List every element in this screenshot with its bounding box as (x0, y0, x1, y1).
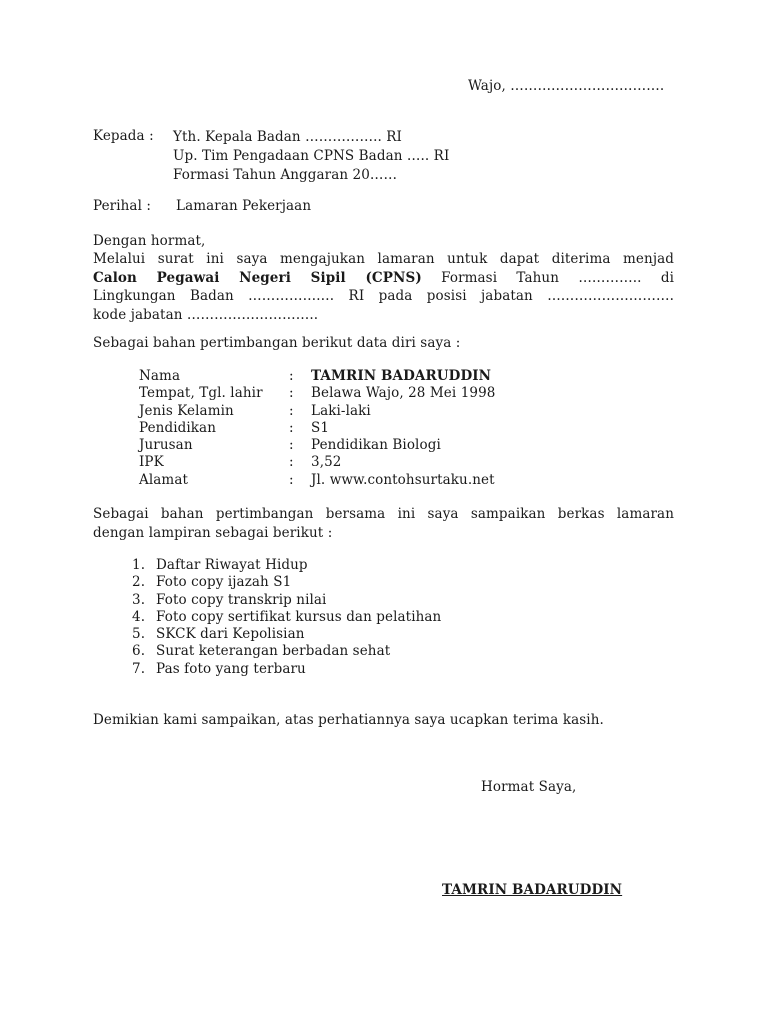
body-line-4: kode jabatan ……………………….. (93, 306, 319, 323)
recipient-block (173, 128, 449, 185)
data-separator: : (289, 368, 294, 384)
personal-data-table (139, 368, 495, 489)
signature-name: TAMRIN BADARUDDIN (442, 882, 623, 898)
list-item (132, 643, 441, 660)
list-text: Surat keterangan berbadan sehat (156, 643, 391, 660)
data-separator: : (289, 471, 294, 488)
data-key: IPK (139, 454, 164, 471)
personal-data-intro: Sebagai bahan pertimbangan berikut data diri saya : (93, 335, 461, 351)
attachment-para-line-2: dengan lampiran sebagai berikut : (93, 524, 333, 541)
date-line: Wajo, ……………………………. (468, 78, 665, 94)
data-key: Jurusan (139, 437, 193, 454)
data-row-gpa (139, 454, 495, 471)
data-key: Nama (139, 368, 181, 384)
data-separator: : (289, 402, 294, 419)
body-line-2-rest: Formasi Tahun ………….. di (421, 269, 674, 286)
list-number: 1. (132, 557, 146, 573)
data-separator: : (289, 437, 294, 454)
list-item (132, 626, 441, 643)
data-key: Pendidikan (139, 419, 217, 436)
list-item (132, 661, 441, 678)
data-row-gender (139, 403, 495, 420)
list-text: Foto copy transkrip nilai (156, 591, 327, 608)
list-item (132, 557, 441, 574)
data-value: Laki-laki (311, 402, 371, 419)
body-line-2 (93, 269, 674, 288)
recipient-line-2: Up. Tim Pengadaan CPNS Badan ….. RI (173, 148, 450, 164)
attachment-para-line-1: Sebagai bahan pertimbangan bersama ini saya sampaikan berkas lamaran (93, 506, 674, 522)
data-key: Alamat (139, 471, 188, 488)
body-paragraph (93, 250, 674, 324)
body-line-1: Melalui surat ini saya mengajukan lamaran untuk dapat diterima menjad (93, 251, 674, 267)
list-text: Foto copy ijazah S1 (156, 574, 292, 591)
list-number: 7. (132, 660, 146, 677)
data-separator: : (289, 454, 294, 471)
data-key: Tempat, Tgl. lahir (139, 385, 263, 402)
data-row-education (139, 420, 495, 437)
list-item (132, 592, 441, 609)
data-row-name (139, 368, 495, 385)
data-row-address (139, 472, 495, 489)
list-number: 4. (132, 608, 146, 625)
attachment-paragraph (93, 505, 674, 542)
list-number: 5. (132, 626, 146, 643)
data-row-birth (139, 385, 495, 402)
list-text: Foto copy sertifikat kursus dan pelatihan (156, 608, 442, 625)
data-row-major (139, 437, 495, 454)
recipient-line-3: Formasi Tahun Anggaran 20…… (173, 167, 398, 183)
list-text: Daftar Riwayat Hidup (156, 557, 308, 573)
closing-sentence: Demikian kami sampaikan, atas perhatiannya saya ucapkan terima kasih. (93, 712, 604, 728)
position-title: Calon Pegawai Negeri Sipil (CPNS) (93, 269, 422, 286)
data-key: Jenis Kelamin (139, 402, 234, 419)
data-value: S1 (311, 419, 330, 436)
subject-value: Lamaran Pekerjaan (176, 198, 312, 214)
list-number: 3. (132, 591, 146, 608)
list-text: SKCK dari Kepolisian (156, 626, 305, 643)
recipient-label: Kepada : (93, 128, 154, 144)
list-number: 2. (132, 574, 146, 591)
body-line-3: Lingkungan Badan ………………. RI pada posisi jabatan ………………………. (93, 288, 674, 304)
subject-label: Perihal : (93, 198, 152, 214)
data-value: 3,52 (311, 454, 342, 471)
attachment-list (132, 557, 441, 678)
data-separator: : (289, 385, 294, 402)
salutation: Dengan hormat, (93, 233, 206, 249)
list-item (132, 609, 441, 626)
list-number: 6. (132, 643, 146, 660)
list-text: Pas foto yang terbaru (156, 660, 306, 677)
regards-line: Hormat Saya, (481, 779, 577, 795)
data-value: TAMRIN BADARUDDIN (311, 368, 492, 384)
recipient-line-1: Yth. Kepala Badan …………….. RI (173, 129, 402, 145)
data-value: Pendidikan Biologi (311, 437, 441, 454)
list-item (132, 574, 441, 591)
data-value: Jl. www.contohsurtaku.net (311, 471, 495, 488)
data-separator: : (289, 419, 294, 436)
data-value: Belawa Wajo, 28 Mei 1998 (311, 385, 496, 402)
